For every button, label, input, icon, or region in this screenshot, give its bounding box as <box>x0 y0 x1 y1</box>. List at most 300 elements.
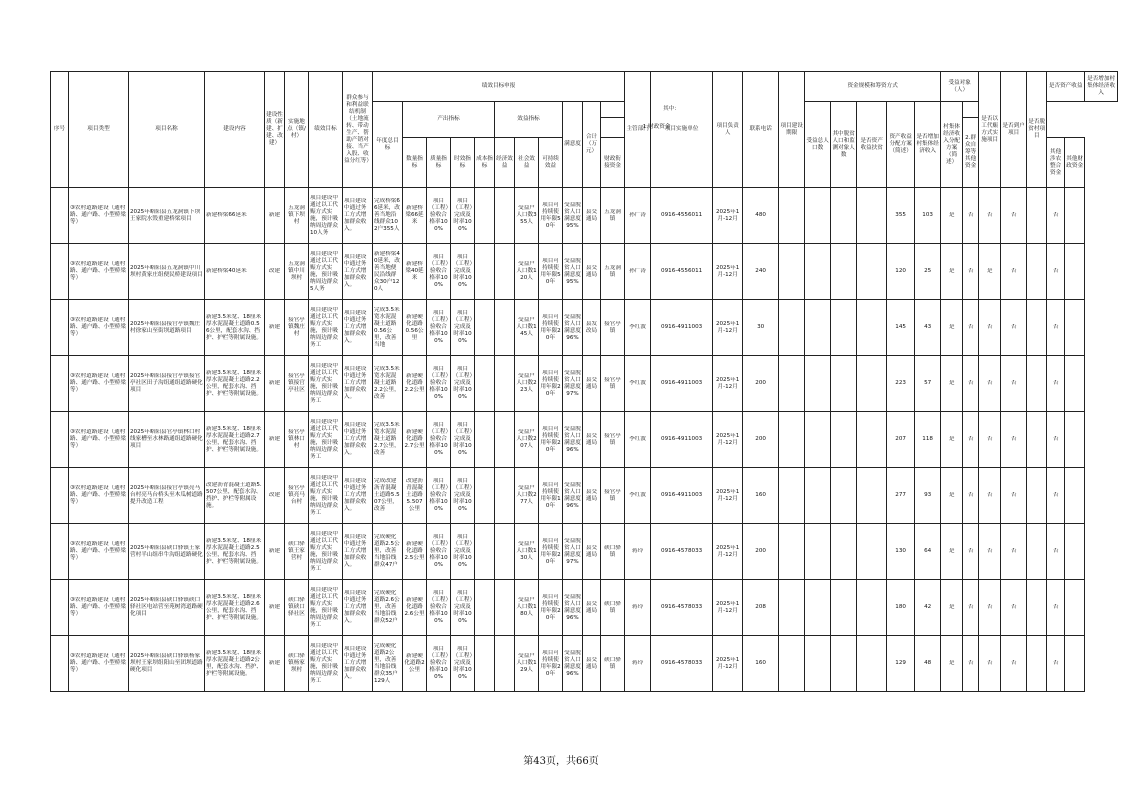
cell-text: 120 <box>895 268 906 274</box>
col-benefit: 群众参与和利益联结机制（土地流转、带动生产、帮助产销对接、当产入股、收益分红等） <box>343 72 373 188</box>
cell-nature <box>265 188 285 244</box>
cell-village <box>979 244 1001 300</box>
cell-self <box>857 188 887 244</box>
cell-social <box>515 356 539 412</box>
cell-collective <box>1047 244 1065 300</box>
cell-labor <box>941 356 963 412</box>
cell-text: 2025年1月-12月 <box>715 264 740 278</box>
cell-goal <box>309 412 343 468</box>
cell-timely <box>451 636 475 692</box>
cell-cost <box>475 300 495 356</box>
cell-name <box>129 244 205 300</box>
cell-text: 200 <box>755 548 766 554</box>
cell-text: 新建硬化道路2公里 <box>404 653 425 673</box>
col-unit: 项目实施单位 <box>651 72 713 188</box>
cell-total <box>743 300 779 356</box>
cell-cost <box>475 244 495 300</box>
col-asset-q1: 是否资产收益扶贫 <box>857 102 887 188</box>
col-content: 建设内容 <box>205 72 265 188</box>
cell-benefit <box>343 412 373 468</box>
cell-social <box>515 468 539 524</box>
cell-cost <box>475 636 495 692</box>
group-effect: 效益指标 <box>495 102 563 138</box>
cell-loc <box>285 412 309 468</box>
cell-labor <box>941 636 963 692</box>
cell-text: 项目（工程）完成及时率100% <box>452 198 473 232</box>
cell-sustain <box>539 356 563 412</box>
table-row <box>51 300 1118 356</box>
cell-poor <box>915 468 941 524</box>
cell-text: 受益脱贫人口满意度96% <box>564 425 581 453</box>
cell-text: 受益户人口数223人 <box>516 373 537 393</box>
cell-text: 项目（工程）完成及时率100% <box>452 478 473 512</box>
cell-central <box>779 468 805 524</box>
cell-text: 是 <box>948 548 955 554</box>
col-proj-name: 项目名称 <box>129 72 205 188</box>
cell-type <box>69 300 129 356</box>
cell-text: 新建3.5米宽、18厘米厚水泥混凝土道路2.7公里，配套水沟、挡护、护栏等附属设施。 <box>206 425 262 453</box>
cell-central <box>779 524 805 580</box>
cell-text: 48 <box>924 660 932 666</box>
cell-leader <box>625 580 651 636</box>
cell-text: ③农村道路建设（通村路、通户路、小型桥梁等） <box>70 429 126 449</box>
cell-econ <box>495 412 515 468</box>
cell-text: 孙广涛 <box>629 212 647 218</box>
cell-econ <box>495 188 515 244</box>
cell-benef <box>887 188 915 244</box>
cell-text: 项目建设中通过务工方式增加群众收入。 <box>344 590 367 624</box>
cell-text: 县交通局 <box>585 488 598 502</box>
cell-asset-plan <box>1027 300 1047 356</box>
cell-other-fund <box>805 524 831 580</box>
cell-text: 项目（工程）验收合格率100% <box>428 590 449 624</box>
cell-text: 项目可持续使用年限50年 <box>540 201 561 229</box>
col-quality: 质量指标 <box>427 138 451 188</box>
cell-household <box>963 300 979 356</box>
cell-text: 受益户人口数277人 <box>516 485 537 505</box>
cell-type <box>69 468 129 524</box>
cell-text: 项目建设中通过以工代赈方式实施，预计吸纳周边群众务工 <box>310 586 338 628</box>
cell-text: 项目建设中通过务工方式增加群众收入。 <box>344 366 367 400</box>
cell-other-fiscal <box>831 412 857 468</box>
cell-text: 项目（工程）验收合格率100% <box>428 310 449 344</box>
cell-text: 否 <box>1052 492 1059 498</box>
cell-col-plan <box>1065 244 1085 300</box>
cell-text: 受益脱贫人口满意度96% <box>564 481 581 509</box>
cell-text: 新建 <box>268 660 281 666</box>
cell-qty <box>403 636 427 692</box>
cell-dept <box>583 188 601 244</box>
cell-quality <box>427 468 451 524</box>
cell-text: 新建桥梁40延米，改善当地便民沿线群众30户120人 <box>374 250 400 292</box>
cell-text: 223 <box>895 380 906 386</box>
cell-text: 0916-4578033 <box>661 604 703 610</box>
cell-unit <box>601 356 625 412</box>
cell-name <box>129 636 205 692</box>
cell-unit <box>601 412 625 468</box>
cell-text: 完成桥梁66延米，改善当地沿线群众102户355人 <box>374 198 400 232</box>
cell-content <box>205 188 265 244</box>
cell-text: 项目（工程）验收合格率100% <box>428 198 449 232</box>
cell-text: 277 <box>895 492 906 498</box>
col-phone: 联系电话 <box>743 72 779 188</box>
cell-text: 接官亭镇林口村 <box>288 429 305 449</box>
cell-dept <box>583 468 601 524</box>
cell-text: 硖口驿镇 <box>604 600 621 614</box>
cell-timely <box>451 468 475 524</box>
cell-text: 0916-4911003 <box>661 324 703 330</box>
cell-goal <box>309 468 343 524</box>
cell-text: 五龙洞镇下坝村 <box>288 205 305 225</box>
table-body <box>51 188 1118 692</box>
col-self-raise: 2.群众自筹等其他资金 <box>963 118 979 188</box>
cell-text: 新建硬化道路2.6公里 <box>404 597 425 617</box>
cell-text: 否 <box>986 380 993 386</box>
cell-text: 项目（工程）验收合格率100% <box>428 366 449 400</box>
cell-text: 103 <box>922 212 933 218</box>
cell-text: 57 <box>924 380 932 386</box>
cell-text: 是 <box>948 436 955 442</box>
cell-text: 180 <box>895 604 906 610</box>
cell-text: 项目（工程）完成及时率100% <box>452 366 473 400</box>
cell-goal <box>309 580 343 636</box>
cell-collective <box>1047 356 1065 412</box>
cell-unit <box>601 244 625 300</box>
cell-dept <box>583 636 601 692</box>
cell-village <box>979 300 1001 356</box>
cell-social <box>515 412 539 468</box>
cell-text: 受益户人口数180人 <box>516 597 537 617</box>
cell-text: 县交通局 <box>585 656 598 670</box>
cell-text: 新建3.5米宽、18厘米厚水泥混凝土道路2.5公里，配套水沟、挡护、护栏等附属设施。 <box>206 537 262 565</box>
cell-cost <box>475 188 495 244</box>
cell-text: 项目（工程）验收合格率100% <box>428 534 449 568</box>
cell-text: 完成硬化道路2.6公里，改善当地沿线群众52户 <box>374 590 400 624</box>
cell-goal <box>309 244 343 300</box>
cell-econ <box>495 580 515 636</box>
cell-content <box>205 300 265 356</box>
cell-name <box>129 412 205 468</box>
cell-other-fiscal <box>831 188 857 244</box>
cell-nature <box>265 356 285 412</box>
cell-text: 五龙洞镇中川坝村 <box>288 261 305 281</box>
cell-text: 项目建设中通过务工方式增加群众收入。 <box>344 254 367 288</box>
cell-econ <box>495 356 515 412</box>
cell-text: 否 <box>967 436 974 442</box>
project-table <box>50 71 1118 692</box>
col-location: 实施地点（镇/村） <box>285 72 309 188</box>
cell-benefit <box>343 636 373 692</box>
cell-village <box>979 524 1001 580</box>
cell-collective <box>1047 412 1065 468</box>
cell-other-fund <box>805 412 831 468</box>
cell-village <box>979 580 1001 636</box>
cell-other-fund <box>805 188 831 244</box>
cell-nature <box>265 244 285 300</box>
cell-benefit <box>343 524 373 580</box>
cell-text: 否 <box>986 548 993 554</box>
cell-other-fiscal <box>831 524 857 580</box>
cell-text: 是 <box>948 492 955 498</box>
cell-text: 否 <box>1010 492 1017 498</box>
cell-satisfaction <box>563 412 583 468</box>
cell-poor <box>915 244 941 300</box>
cell-satisfaction <box>563 636 583 692</box>
cell-unit <box>601 300 625 356</box>
cell-social <box>515 580 539 636</box>
cell-content <box>205 468 265 524</box>
cell-text: 是 <box>948 380 955 386</box>
cell-benefit <box>343 300 373 356</box>
cell-text: 是 <box>948 268 955 274</box>
col-benef-total: 受益总人口数 <box>805 102 831 188</box>
cell-self <box>857 412 887 468</box>
cell-text: 否 <box>1010 268 1017 274</box>
cell-text: 2025年1月-12月 <box>715 600 740 614</box>
cell-seq <box>51 300 69 356</box>
cell-text: 项目（工程）验收合格率100% <box>428 478 449 512</box>
cell-goal <box>309 188 343 244</box>
cell-col-plan <box>1065 188 1085 244</box>
cell-type <box>69 636 129 692</box>
cell-text: 项目建设中通过以工代赈方式实施，预计吸纳周边群众务工 <box>310 418 338 460</box>
cell-text: 接官亭镇亮马台村 <box>288 485 305 505</box>
cell-period <box>713 524 743 580</box>
cell-leader <box>625 244 651 300</box>
cell-quality <box>427 300 451 356</box>
cell-qty <box>403 580 427 636</box>
cell-satisfaction <box>563 300 583 356</box>
cell-leader <box>625 356 651 412</box>
cell-timely <box>451 356 475 412</box>
cell-qty <box>403 412 427 468</box>
cell-text: 否 <box>1052 212 1059 218</box>
cell-central <box>779 580 805 636</box>
cell-name <box>129 524 205 580</box>
cell-asset <box>1001 524 1027 580</box>
cell-text: 2025年1月-12月 <box>715 656 740 670</box>
cell-timely <box>451 580 475 636</box>
cell-sustain <box>539 468 563 524</box>
cell-central <box>779 188 805 244</box>
group-beneficiary: 受益对象（人） <box>941 72 979 102</box>
cell-col-plan <box>1065 412 1085 468</box>
cell-sustain <box>539 300 563 356</box>
cell-qty <box>403 300 427 356</box>
cell-benefit <box>343 468 373 524</box>
cell-text: 县交通局 <box>585 432 598 446</box>
cell-text: 2025年略阳县接官亭镇接官亭社区田子沟组通组道路硬化项目 <box>130 373 203 393</box>
col-household: 是否到户项目 <box>1001 72 1027 188</box>
cell-text: 接官亭镇 <box>604 320 621 334</box>
table-row <box>51 580 1118 636</box>
cell-benef <box>887 412 915 468</box>
cell-text: 受益户人口数130人 <box>516 541 537 561</box>
cell-text: 项目可持续使用年限20年 <box>540 649 561 677</box>
cell-period <box>713 188 743 244</box>
cell-goal <box>309 300 343 356</box>
cell-text: 新建3.5米宽、18厘米厚水泥混凝土道路2.6公里，配套水沟、挡护、护栏等附属设施。 <box>206 593 262 621</box>
cell-text: 项目（工程）完成及时率100% <box>452 534 473 568</box>
cell-text: 改建 <box>268 268 281 274</box>
cell-name <box>129 188 205 244</box>
cell-satisfaction <box>563 356 583 412</box>
cell-text: 160 <box>755 660 766 666</box>
cell-content <box>205 356 265 412</box>
cell-text: 2025年略阳县官亭镇林口村线家槽至水林路通组道路硬化项目 <box>130 429 203 449</box>
cell-satisfaction <box>563 580 583 636</box>
cell-text: ③农村道路建设（通村路、通户路、小型桥梁等） <box>70 597 126 617</box>
cell-benef <box>887 300 915 356</box>
cell-self <box>857 636 887 692</box>
cell-asset-plan <box>1027 636 1047 692</box>
cell-text: 新建 <box>268 380 281 386</box>
cell-text: 蒋玲 <box>632 660 644 666</box>
cell-other-fiscal <box>831 468 857 524</box>
cell-text: 硖口驿镇 <box>604 544 621 558</box>
cell-cost <box>475 580 495 636</box>
cell-type <box>69 244 129 300</box>
cell-benef <box>887 356 915 412</box>
cell-text: 项目建设中通过以工代赈方式实施，预计吸纳周边群众务工 <box>310 642 338 684</box>
table-row <box>51 244 1118 300</box>
cell-text: 2025年略阳县硖口驿镇王家营村半山组串牛沟组道路硬化 <box>130 544 203 558</box>
cell-text: 0916-4911003 <box>661 380 703 386</box>
cell-annual <box>373 188 403 244</box>
cell-text: 项目可持续使用年限20年 <box>540 369 561 397</box>
cell-text: 否 <box>986 436 993 442</box>
cell-total <box>743 468 779 524</box>
cell-sustain <box>539 524 563 580</box>
cell-labor <box>941 188 963 244</box>
cell-text: 受益户人口数355人 <box>516 205 537 225</box>
cell-text: 否 <box>1010 548 1017 554</box>
cell-text: 93 <box>924 492 932 498</box>
cell-text: 是 <box>948 660 955 666</box>
cell-asset-plan <box>1027 580 1047 636</box>
col-sustain: 可持续效益 <box>539 138 563 188</box>
cell-nature <box>265 580 285 636</box>
cell-name <box>129 468 205 524</box>
cell-text: 是 <box>948 324 955 330</box>
cell-content <box>205 580 265 636</box>
cell-text: 否 <box>967 268 974 274</box>
cell-timely <box>451 524 475 580</box>
cell-dept <box>583 356 601 412</box>
cell-text: 改建沥青混凝土道路5.507公里，配套水沟、挡护、护栏等附属设施。 <box>206 481 262 509</box>
cell-poor <box>915 300 941 356</box>
cell-text: 2025年1月-12月 <box>715 208 740 222</box>
col-nature: 建设性质（新建、扩建、改建） <box>265 72 285 188</box>
cell-text: 200 <box>755 380 766 386</box>
group-fund: 资金规模和筹资方式 <box>805 72 941 102</box>
cell-text: 2025年1月-12月 <box>715 320 740 334</box>
cell-content <box>205 636 265 692</box>
cell-text: 2025年1月-12月 <box>715 488 740 502</box>
cell-seq <box>51 468 69 524</box>
cell-text: 新建 <box>268 436 281 442</box>
cell-seq <box>51 412 69 468</box>
cell-text: 完成改建沥青混凝土道路5.507公里，改善 <box>374 478 400 512</box>
cell-text: 否 <box>986 660 993 666</box>
cell-annual <box>373 468 403 524</box>
cell-village <box>979 412 1001 468</box>
cell-annual <box>373 580 403 636</box>
cell-text: ③农村道路建设（通村路、通户路、小型桥梁等） <box>70 261 126 281</box>
cell-text: 新建硬化道路2.2公里 <box>404 373 425 393</box>
cell-text: ③农村道路建设（通村路、通户路、小型桥梁等） <box>70 485 126 505</box>
cell-qty <box>403 468 427 524</box>
col-dept: 主管部门 <box>625 72 651 188</box>
cell-text: 项目可持续使用年限20年 <box>540 425 561 453</box>
cell-loc <box>285 636 309 692</box>
cell-self <box>857 468 887 524</box>
cell-text: 否 <box>986 604 993 610</box>
cell-econ <box>495 244 515 300</box>
cell-annual <box>373 244 403 300</box>
cell-text: 129 <box>895 660 906 666</box>
cell-text: 受益脱贫人口满意度97% <box>564 537 581 565</box>
col-total: 合计（万元） <box>583 102 601 188</box>
cell-quality <box>427 636 451 692</box>
cell-text: 否 <box>967 212 974 218</box>
cell-phone <box>651 188 713 244</box>
cell-total <box>743 412 779 468</box>
cell-unit <box>601 524 625 580</box>
cell-text: 新建桥梁40延米 <box>405 261 424 281</box>
cell-satisfaction <box>563 244 583 300</box>
cell-unit <box>601 468 625 524</box>
cell-text: 355 <box>895 212 906 218</box>
col-labor-relief: 是否以工代赈方式实施项目 <box>979 72 1001 188</box>
cell-self <box>857 244 887 300</box>
table-row <box>51 356 1118 412</box>
col-annual: 年度总目标 <box>373 102 403 188</box>
cell-other-fiscal <box>831 244 857 300</box>
cell-econ <box>495 636 515 692</box>
cell-other-fund <box>805 356 831 412</box>
cell-text: 县交通局 <box>585 376 598 390</box>
cell-labor <box>941 524 963 580</box>
cell-village <box>979 188 1001 244</box>
cell-qty <box>403 524 427 580</box>
cell-sustain <box>539 412 563 468</box>
col-benef-poor: 其中脱贫人口和监测对象人数 <box>831 102 857 188</box>
group-perf: 绩效目标申报 <box>373 72 625 102</box>
cell-poor <box>915 188 941 244</box>
cell-seq <box>51 188 69 244</box>
cell-text: 接官亭镇接官亭社区 <box>288 373 305 393</box>
cell-period <box>713 244 743 300</box>
cell-asset <box>1001 412 1027 468</box>
group-fiscal: 1.财政资金 <box>601 118 713 138</box>
cell-poor <box>915 524 941 580</box>
cell-text: 县交通局 <box>585 600 598 614</box>
cell-collective <box>1047 636 1065 692</box>
cell-leader <box>625 524 651 580</box>
cell-text: 孙广涛 <box>629 268 647 274</box>
cell-type <box>69 188 129 244</box>
cell-leader <box>625 300 651 356</box>
cell-text: 项目建设中通过务工方式增加群众收入。 <box>344 422 367 456</box>
cell-text: 0916-4578033 <box>661 548 703 554</box>
cell-self <box>857 580 887 636</box>
col-goal: 绩效目标 <box>309 72 343 188</box>
cell-cost <box>475 468 495 524</box>
cell-text: 否 <box>1052 268 1059 274</box>
cell-social <box>515 188 539 244</box>
cell-timely <box>451 412 475 468</box>
